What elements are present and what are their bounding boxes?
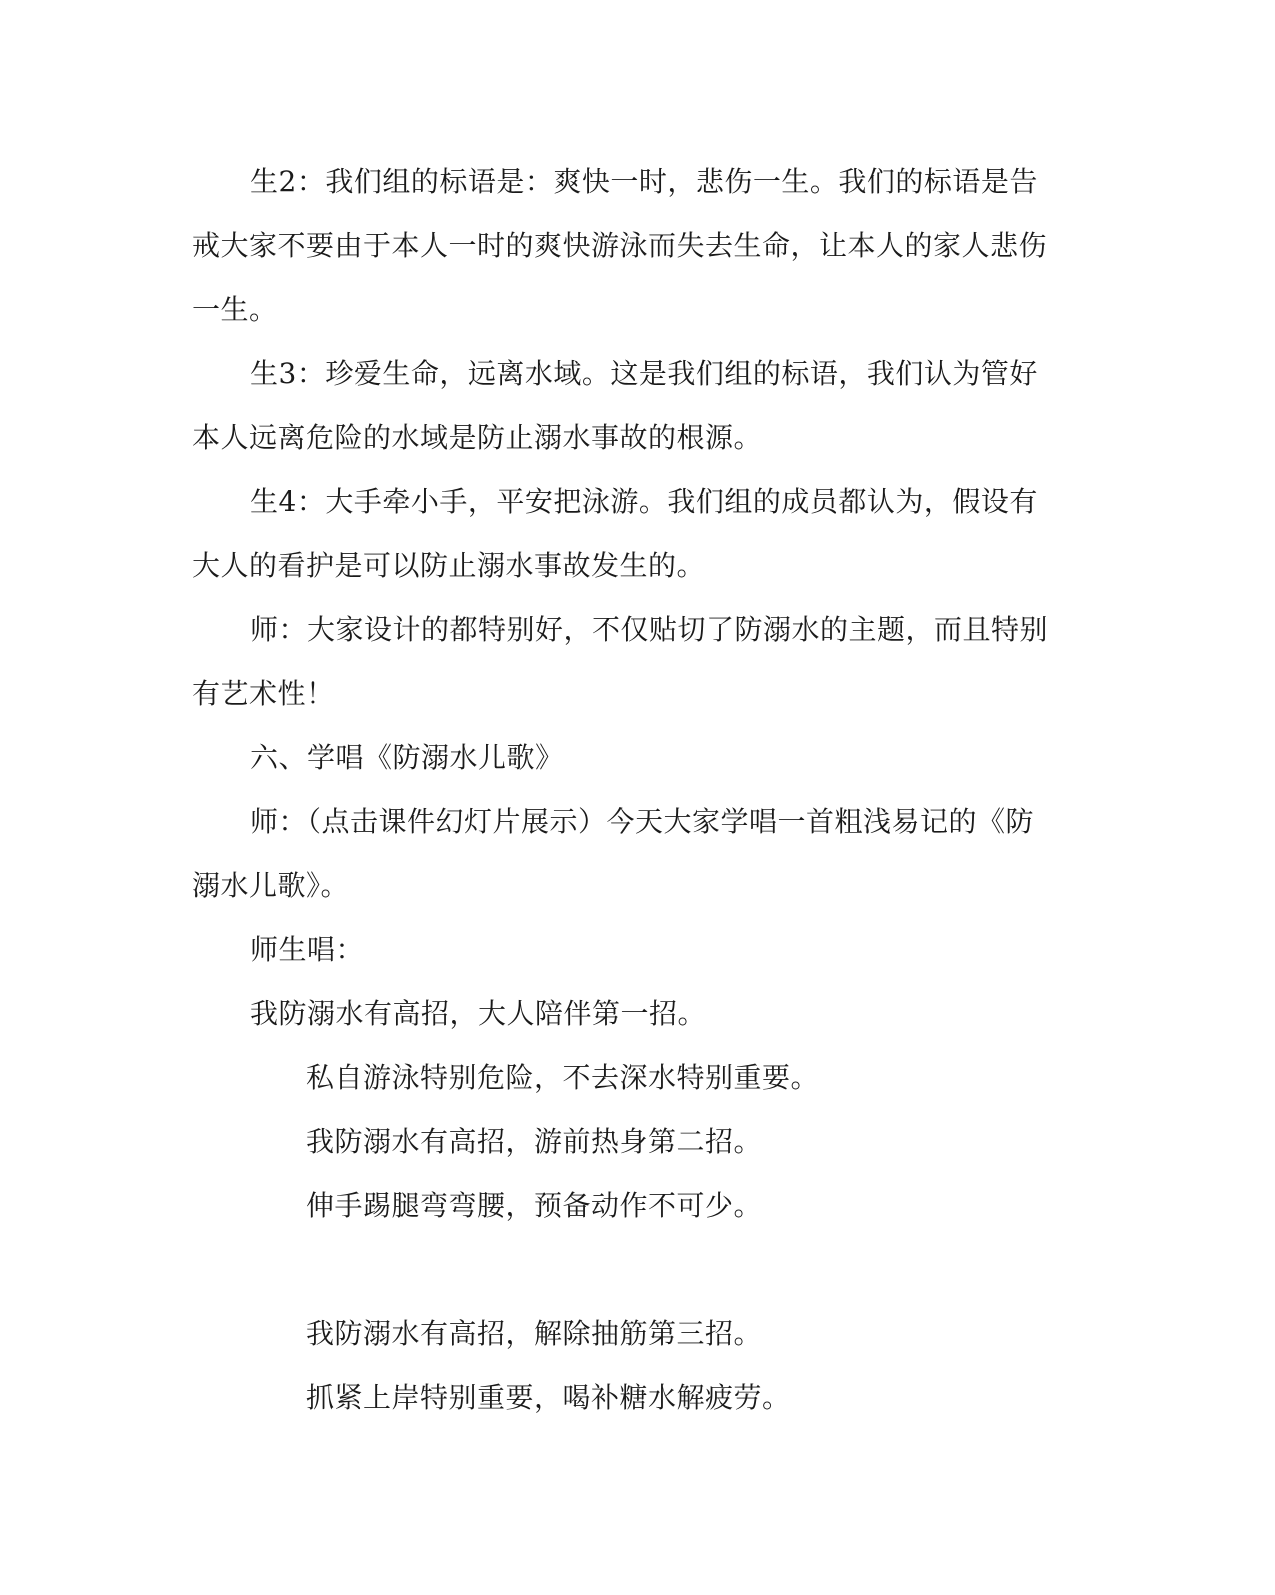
paragraph-line: 有艺术性！ bbox=[192, 677, 335, 710]
paragraph-line: 生4：大手牵小手，平安把泳游。我们组的成员都认为，假设有 bbox=[250, 485, 1038, 518]
paragraph-line: 大人的看护是可以防止溺水事故发生的。 bbox=[192, 549, 706, 582]
paragraph-line: 溺水儿歌》。 bbox=[192, 869, 350, 902]
song-line: 抓紧上岸特别重要，喝补糖水解疲劳。 bbox=[306, 1381, 791, 1414]
section-heading: 六、学唱《防溺水儿歌》 bbox=[250, 741, 564, 774]
paragraph-line: 生3：珍爱生命，远离水域。这是我们组的标语，我们认为管好 bbox=[250, 357, 1038, 390]
paragraph-line: 师生唱： bbox=[250, 933, 365, 966]
song-line: 我防溺水有高招，解除抽筋第三招。 bbox=[306, 1317, 763, 1350]
song-line: 我防溺水有高招，游前热身第二招。 bbox=[306, 1125, 763, 1158]
paragraph-line: 戒大家不要由于本人一时的爽快游泳而失去生命，让本人的家人悲伤 bbox=[192, 229, 1048, 262]
paragraph-line: 一生。 bbox=[192, 293, 278, 326]
paragraph-line: 师：大家设计的都特别好，不仅贴切了防溺水的主题，而且特别 bbox=[250, 613, 1049, 646]
song-line: 私自游泳特别危险，不去深水特别重要。 bbox=[306, 1061, 820, 1094]
song-line: 我防溺水有高招，大人陪伴第一招。 bbox=[250, 997, 707, 1030]
song-line: 伸手踢腿弯弯腰，预备动作不可少。 bbox=[306, 1189, 763, 1222]
paragraph-line: 生2：我们组的标语是：爽快一时，悲伤一生。我们的标语是告 bbox=[250, 165, 1038, 198]
paragraph-line: 师：（点击课件幻灯片展示）今天大家学唱一首粗浅易记的《防 bbox=[250, 805, 1035, 838]
paragraph-line: 本人远离危险的水域是防止溺水事故的根源。 bbox=[192, 421, 763, 454]
